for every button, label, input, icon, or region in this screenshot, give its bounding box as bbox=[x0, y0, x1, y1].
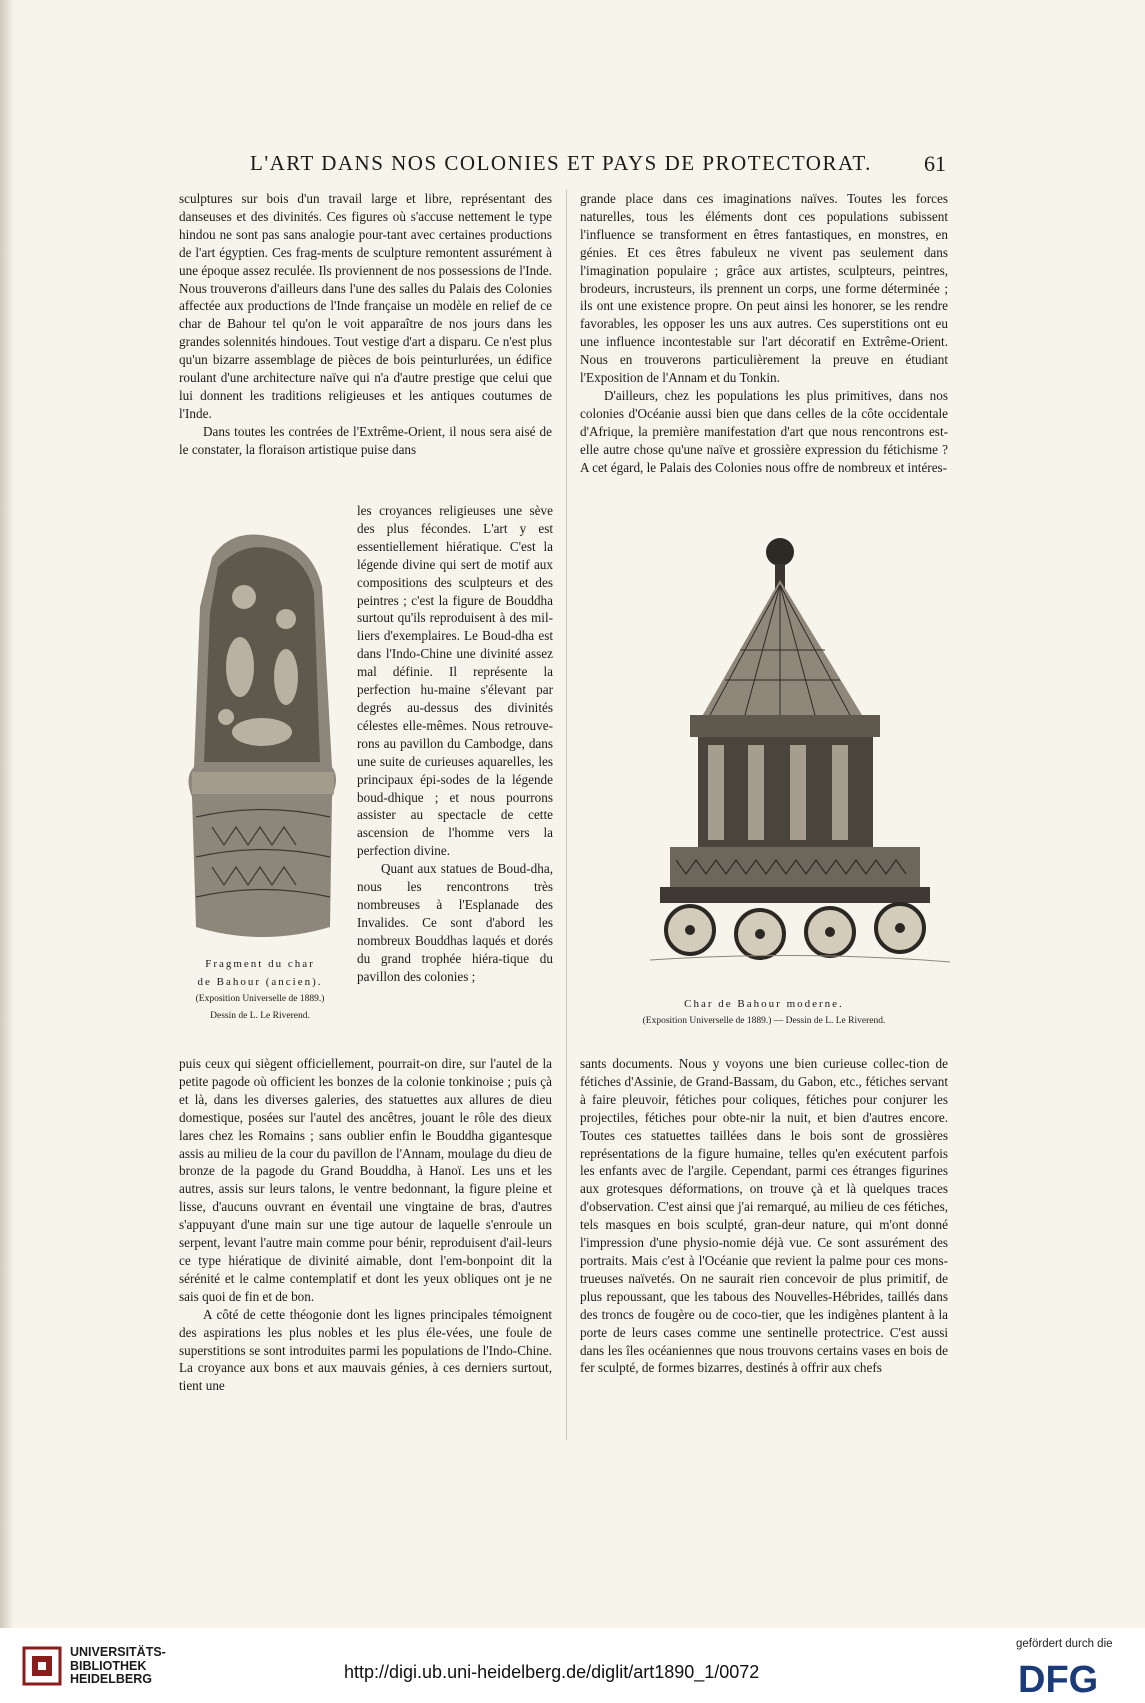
caption-title: Fragment du char bbox=[205, 958, 315, 970]
left-column-bottom bbox=[179, 1055, 552, 1395]
dfg-logo-icon bbox=[1018, 1658, 1130, 1698]
paragraph: sants documents. Nous y voyons une bien curieuse collec-tion de fétiches d'Assinie, de Grand-Bassam, du Gabon, etc., fétiches servant à faire pleuvoir, fétiches pour coliques, fétiches pour conjurer les projectiles, fétiches pour obte-nir la nuit, et bien d'autres encore. Toutes ces statuettes taillées dans le bois sont de grossières représentations de la figure humaine, telles qu'en exécutent parfois les enfants avec de l'argile. Cependant, parmi ces étranges figurines aux grotesques déformations, on trouve çà et là quelques traces d'observation. C'est ainsi que j'ai remarqué, au milieu de ces fétiches, tels masques en bois sculpté, gran-deur nature, qui m'ont donné l'impression d'une physio-nomie déjà vue. Ce sont assurément des portraits. Mais c'est à l'Océanie que revient la palme pour ces mons-trueuses naïvetés. On ne saurait rien concevoir de plus primitif, de plus repoussant, que les tabous des Nouvelles-Hébrides, taillés dans des troncs de fougère ou de coco-tier, que les indigènes plantent à la porte de leurs cases comme une sentinelle protectrice. C'est aussi dans les îles océaniennes que nous trouvons certains vases en bois de fer sculpté, de formes bizarres, destinés à offrir aux chefs bbox=[580, 1056, 948, 1376]
column-divider bbox=[566, 190, 567, 1440]
carved-fragment-illustration bbox=[182, 527, 342, 947]
paragraph: Dans toutes les contrées de l'Extrême-Orient, il nous sera aisé de le constater, la floraison artistique puise dans bbox=[179, 423, 552, 457]
paragraph: les croyances religieuses une sève des plus fécondes. L'art y est essentiellement hiératique. C'est la légende divine qui sert de motif aux compositions des sculpteurs et des peintres ; c'est la figure de Bouddha surtout qu'ils reproduisent à des mil-liers d'exemplaires. Le Boud-dha est dans l'Indo-Chine une divinité assez mal définie. Il représente la perfection hu-maine s'élevant par degrés au-dessus des divinités célestes elle-mêmes. Nous retrouve-rons au pavillon du Cambodge, dans une suite de curieuses aquarelles, les principaux épi-sodes de la légende boud-dhique ; et nous pourrons assister au spectacle de cette ascension de l'homme vers la perfection divine. bbox=[357, 503, 553, 859]
paragraph: grande place dans ces imaginations naïves. Toutes les forces naturelles, tous les éléments dont ces populations subissent l'influence se transforment en êtres fantastiques, en monstres, en génies. Et ces êtres fabuleux ne vivent pas seulement dans l'imagination populaire ; grâce aux artistes, sculpteurs, peintres, brodeurs, incrusteurs, ils prennent un corps, une forme déterminée ; ils ont une existence propre. On peut ainsi les honorer, se les rendre favorables, les opposer les uns aux autres. Ces superstitions ont eu une influence incontestable sur l'art décoratif en Extrême-Orient. Nous en trouverons particulièrement la preuve en étudiant l'Exposition de l'Annam et du Tonkin. bbox=[580, 191, 948, 386]
funding-label: gefördert durch die bbox=[1016, 1638, 1113, 1650]
caption-source: (Exposition Universelle de 1889.) bbox=[195, 994, 325, 1004]
left-figure-caption bbox=[170, 955, 350, 1025]
paragraph: D'ailleurs, chez les populations les plus primitives, dans nos colonies d'Océanie aussi bien que dans celles de la côte occidentale d'Afrique, la première manifestation d'art que nous rencontrons est-elle autre chose qu'une naïve et grossière expression du fétichisme ? A cet égard, le Palais des Colonies nous offre de nombreux et intéres- bbox=[580, 387, 948, 475]
university-seal-icon bbox=[22, 1646, 62, 1686]
caption-source: (Exposition Universelle de 1889.) — Dessin de L. Le Riverend. bbox=[642, 1016, 886, 1026]
chariot-illustration bbox=[650, 530, 950, 985]
caption-title: Char de Bahour moderne. bbox=[684, 998, 844, 1010]
binding-shadow bbox=[0, 0, 14, 1628]
caption-credit: Dessin de L. Le Riverend. bbox=[210, 1011, 310, 1021]
paragraph: A côté de cette théogonie dont les lignes principales témoignent des aspirations les plus nobles et les plus éle-vées, une foule de superstitions se sont introduites parmi les populations de l'Indo-Chine. La croyance aux bons et aux mauvais génies, à ces derniers surtout, tient une bbox=[179, 1306, 552, 1394]
dfg-logo-text: DFG bbox=[1018, 1659, 1099, 1698]
library-name-line: BIBLIOTHEK bbox=[70, 1658, 147, 1673]
right-column-bottom bbox=[580, 1055, 948, 1377]
paragraph: Quant aux statues de Boud-dha, nous les rencontrons très nombreuses à l'Esplanade des Invalides. Ce sont d'abord les nombreux Bouddhas laqués et dorés du grand trophée hiéra-tique du pavillon des colonies ; bbox=[357, 861, 553, 984]
left-column-narrow bbox=[357, 502, 553, 985]
caption-title: de Bahour (ancien). bbox=[197, 976, 323, 988]
paragraph: puis ceux qui siègent officiellement, pourrait-on dire, sur l'autel de la petite pagode où officient les bonzes de la colonie tonkinoise ; puis çà et là, dans les diverses galeries, des statuettes aux allures de dieu domestique, posées sur l'autel des ancêtres, jouant le rôle des dieux lares chez les Romains ; sans oublier enfin le Bouddha gigantesque assis au milieu de la cour du pavillon de l'Annam, moulage du dieu de bronze de la pagode du Grand Bouddha, à Hanoï. Les uns et les autres, assis sur leurs talons, le ventre bedonnant, la figure pleine et lisse, d'aucuns ouvrant en éventail une vingtaine de bras, d'autres s'appuyant d'une main sur une tige autour de laquelle s'enroule un serpent, levant l'autre main comme pour bénir, reproduisent d'ail-leurs ce type hiératique de divinité aimable, dont l'em-bonpoint dit la sérénité et le calme contemplatif et dont les yeux obliques ont je ne sais quoi de fin et de bon. bbox=[179, 1056, 552, 1304]
left-column-top bbox=[179, 190, 552, 459]
paragraph: sculptures sur bois d'un travail large et libre, représentant des danseuses et des divinités. Ces figures où s'accuse nettement le type hindou ne sont pas sans analogie pour-tant avec certaines productions de l'art égyptien. Ces frag-ments de sculpture remontent assurément à une époque assez reculée. Ils proviennent de nos possessions de l'Inde. Nous trouverons d'ailleurs dans l'une des salles du Palais des Colonies affectée aux productions de l'Inde française un modèle en relief de ce char de Bahour tel qu'on le voit apparaître de nos jours dans les grandes solennités hindoues. Tout vestige d'art a disparu. Ce n'est plus qu'un bizarre assemblage de pièces de bois peinturlurées, un édifice roulant d'une architecture naïve qui n'a d'autre prestige que celui que lui donnent les traditions religieuses et les antiques coutumes de l'Inde. bbox=[179, 191, 552, 421]
library-name bbox=[70, 1646, 166, 1687]
page-number: 61 bbox=[924, 151, 946, 176]
right-figure-caption bbox=[580, 995, 948, 1030]
permalink[interactable]: http://digi.ub.uni-heidelberg.de/diglit/art1890_1/0072 bbox=[344, 1662, 760, 1682]
library-name-line: HEIDELBERG bbox=[70, 1672, 152, 1686]
library-name-line: UNIVERSITÄTS- bbox=[70, 1645, 166, 1659]
right-column-top bbox=[580, 190, 948, 477]
digitization-footer bbox=[0, 1628, 1145, 1703]
running-title: L'ART DANS NOS COLONIES ET PAYS DE PROTECTORAT. bbox=[250, 151, 872, 175]
